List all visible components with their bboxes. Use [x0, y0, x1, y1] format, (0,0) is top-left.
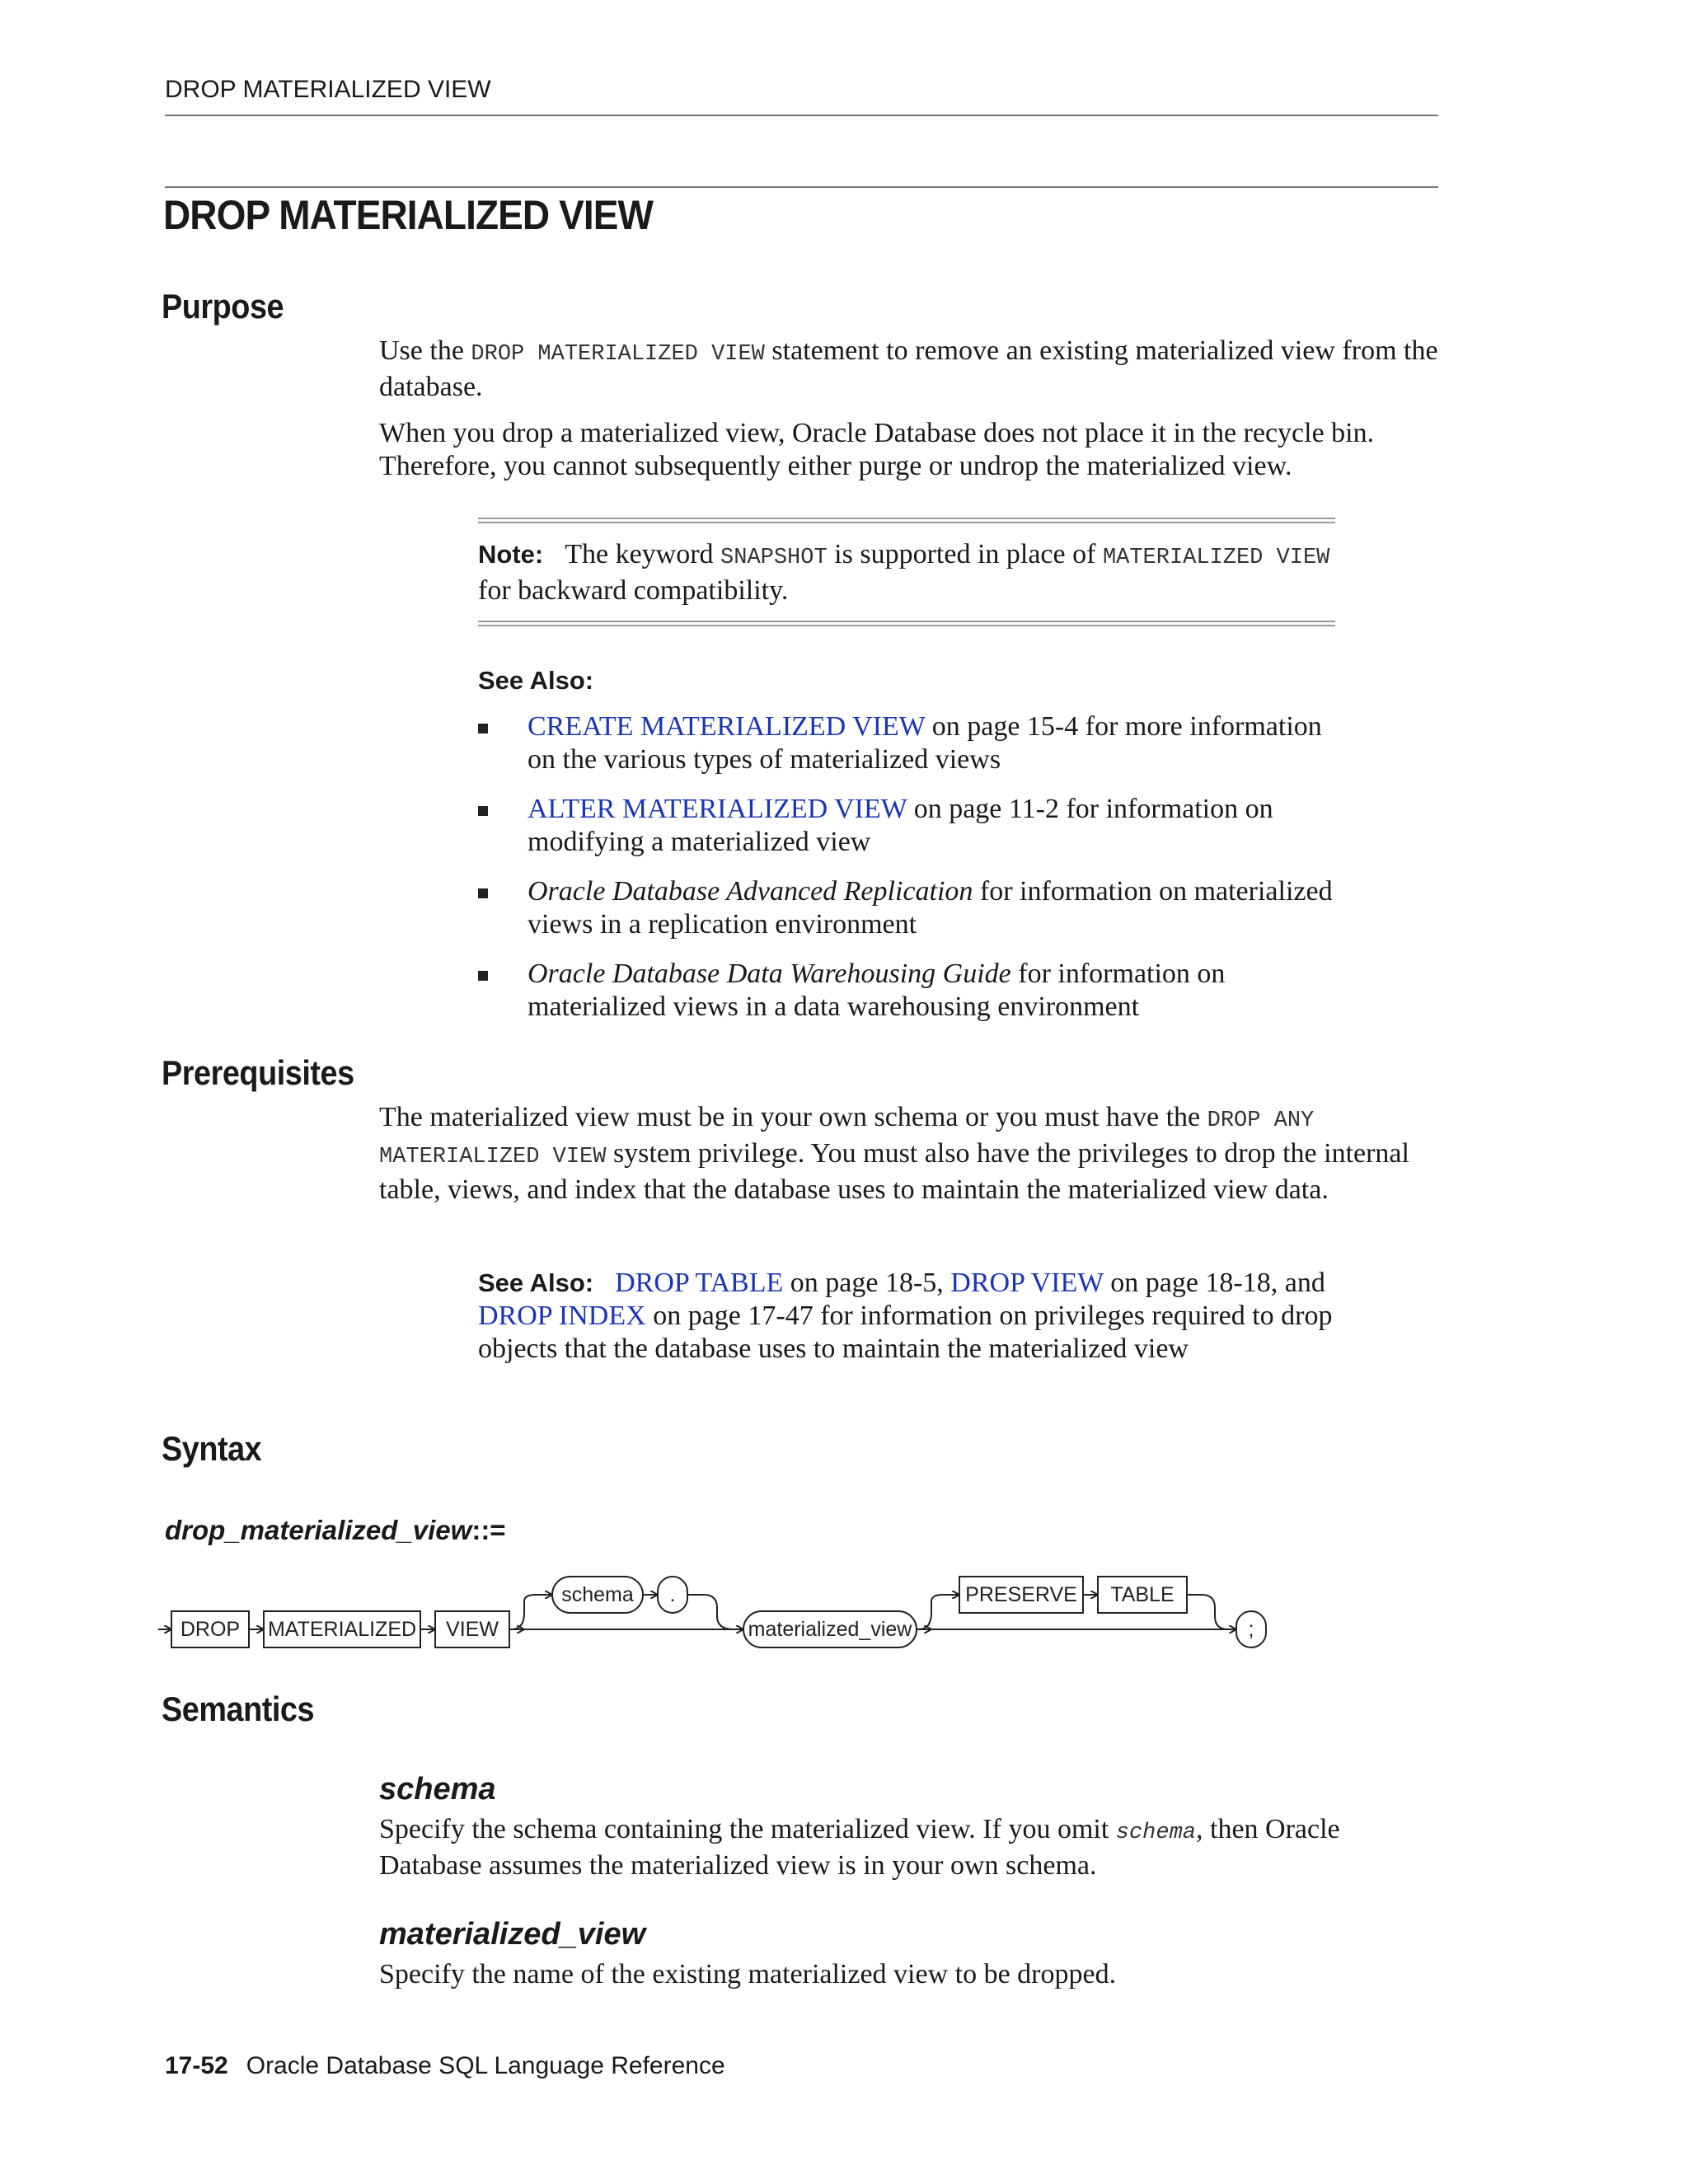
syntax-rule-label: drop_materialized_view::=	[165, 1515, 506, 1545]
syntax-heading: Syntax	[162, 1429, 262, 1468]
keyword-preserve	[959, 1577, 1083, 1613]
schema-subheading: schema	[379, 1772, 496, 1807]
book-title-reference: Oracle Database Advanced Replication	[528, 876, 973, 907]
keyword-drop	[171, 1611, 249, 1647]
identifier-schema	[552, 1577, 643, 1613]
see-also-list	[478, 710, 1352, 1040]
list-item: CREATE MATERIALIZED VIEW on page 15-4 for more information on the various types of materialized views	[478, 710, 1352, 776]
prerequisites-see-also: See Also: DROP TABLE on page 18-5, DROP VIEW on page 18-18, and DROP INDEX on page 17-47 for information on privileges required to drop objects that the database uses to maintain the materialized view	[478, 1268, 1333, 1364]
svg-text:DROP: DROP	[180, 1618, 241, 1641]
syntax-railroad-diagram	[157, 1562, 1294, 1669]
note-bottom-rule	[478, 621, 1335, 626]
purpose-heading: Purpose	[162, 287, 284, 326]
identifier-materialized-view	[743, 1611, 917, 1647]
page-footer	[165, 2052, 725, 2080]
svg-text:MATERIALIZED: MATERIALIZED	[267, 1618, 417, 1641]
prerequisites-paragraph: The materialized view must be in your own schema or you must have the DROP ANY MATERIALIZED VIEW system privilege. You must also have the privileges to drop the internal table, views, and index that the database uses to maintain the materialized view data.	[379, 1102, 1409, 1205]
svg-text:VIEW: VIEW	[446, 1618, 499, 1641]
keyword-materialized	[264, 1611, 420, 1647]
link-drop-table[interactable]: DROP TABLE	[615, 1268, 784, 1298]
prerequisites-heading: Prerequisites	[162, 1053, 354, 1092]
svg-text:schema: schema	[561, 1583, 634, 1606]
note-top-rule	[478, 518, 1335, 523]
header-rule	[165, 115, 1438, 116]
schema-paragraph: Specify the schema containing the materialized view. If you omit schema, then Oracle Database assumes the materialized view is in your own schema.	[379, 1814, 1340, 1881]
link-create-materialized-view[interactable]: CREATE MATERIALIZED VIEW	[528, 711, 926, 742]
title-rule	[165, 186, 1438, 188]
svg-text:materialized_view: materialized_view	[748, 1618, 912, 1641]
link-drop-view[interactable]: DROP VIEW	[950, 1268, 1104, 1298]
svg-text:TABLE: TABLE	[1110, 1583, 1175, 1606]
page-title: DROP MATERIALIZED VIEW	[163, 192, 653, 238]
svg-text:;: ;	[1248, 1618, 1254, 1641]
see-also-label: See Also:	[478, 666, 594, 695]
materialized-view-subheading: materialized_view	[379, 1917, 646, 1952]
link-alter-materialized-view[interactable]: ALTER MATERIALIZED VIEW	[528, 794, 907, 824]
svg-text:PRESERVE: PRESERVE	[965, 1583, 1077, 1606]
bullet-icon	[478, 971, 488, 981]
purpose-paragraph-2: When you drop a materialized view, Oracle Database does not place it in the recycle bin. Therefore, you cannot subsequently either purge or undrop the materialized view.	[379, 418, 1375, 481]
inline-code: DROP MATERIALIZED VIEW	[471, 342, 765, 367]
page-number: 17-52	[165, 2052, 228, 2079]
see-also-label: See Also:	[478, 1268, 594, 1297]
materialized-view-paragraph: Specify the name of the existing materialized view to be dropped.	[379, 1959, 1117, 1990]
semantics-heading: Semantics	[162, 1690, 315, 1728]
purpose-paragraph-1: Use the DROP MATERIALIZED VIEW statement to remove an existing materialized view from the database.	[379, 335, 1438, 402]
svg-text:.: .	[669, 1583, 676, 1606]
symbol-semicolon	[1236, 1611, 1266, 1647]
note-box	[478, 518, 1335, 626]
book-title: Oracle Database SQL Language Reference	[246, 2052, 725, 2079]
note-label: Note:	[478, 540, 544, 569]
bullet-icon	[478, 888, 488, 898]
note-text: Note: The keyword SNAPSHOT is supported in place of MATERIALIZED VIEW for backward compatibility.	[478, 539, 1330, 606]
bullet-icon	[478, 724, 488, 733]
keyword-table	[1098, 1577, 1187, 1613]
symbol-dot	[658, 1577, 687, 1613]
list-item: Oracle Database Data Warehousing Guide for information on materialized views in a data warehousing environment	[478, 958, 1352, 1024]
bullet-icon	[478, 806, 488, 816]
keyword-view	[435, 1611, 509, 1647]
list-item: ALTER MATERIALIZED VIEW on page 11-2 for information on modifying a materialized view	[478, 793, 1352, 859]
link-drop-index[interactable]: DROP INDEX	[478, 1301, 646, 1331]
book-title-reference: Oracle Database Data Warehousing Guide	[528, 958, 1011, 989]
running-header: DROP MATERIALIZED VIEW	[165, 76, 491, 103]
list-item: Oracle Database Advanced Replication for information on materialized views in a replication environment	[478, 875, 1352, 941]
